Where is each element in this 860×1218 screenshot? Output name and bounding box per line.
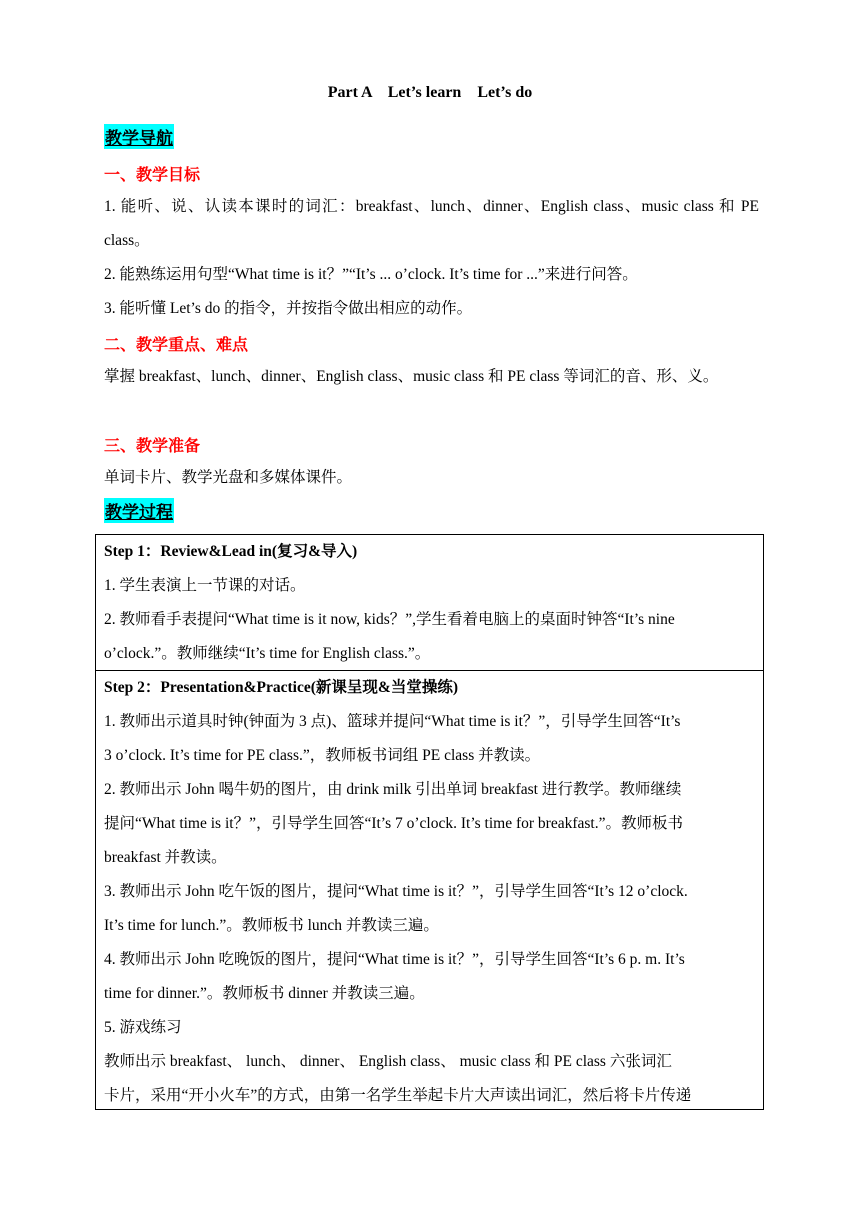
step2-line: 教师出示 breakfast、 lunch、 dinner、 English class、 music class 和 PE class 六张词汇 <box>104 1053 672 1070</box>
section-keypoints-heading: 二、教学重点、难点 <box>104 335 249 354</box>
step1-line: o’clock.”。教师继续“It’s time for English class.”。 <box>104 645 431 662</box>
nav-heading: 教学导航 <box>104 124 174 149</box>
objective-item-3: 3. 能听懂 Let’s do 的指令，并按指令做出相应的动作。 <box>104 300 473 317</box>
table-row-step1 <box>96 535 763 671</box>
step2-line: 2. 教师出示 John 喝牛奶的图片，由 drink milk 引出单词 breakfast 进行教学。教师继续 <box>104 781 682 798</box>
table-row-step2 <box>104 671 755 1113</box>
step2-line: 5. 游戏练习 <box>104 1019 182 1036</box>
objective-item-2: 2. 能熟练运用句型“What time is it？”“It’s ... o’clock. It’s time for ...”来进行问答。 <box>104 266 638 283</box>
step2-line: breakfast 并教读。 <box>104 849 227 866</box>
step2-line: 提问“What time is it？”，引导学生回答“It’s 7 o’clock. It’s time for breakfast.”。教师板书 <box>104 815 683 832</box>
keypoints-text: 掌握 breakfast、lunch、dinner、English class、music class 和 PE class 等词汇的音、形、义。 <box>104 368 719 385</box>
step2-line: 1. 教师出示道具时钟(钟面为 3 点)、篮球并提问“What time is it？”，引导学生回答“It’s <box>104 713 681 730</box>
objective-item-1: 1. 能听、说、认读本课时的词汇：breakfast、lunch、dinner、English class、music class 和 PE class。 <box>104 198 759 249</box>
step2-line: It’s time for lunch.”。教师板书 lunch 并教读三遍。 <box>104 917 439 934</box>
step2-line: 卡片，采用“开小火车”的方式，由第一名学生举起卡片大声读出词汇，然后将卡片传递 <box>104 1087 692 1104</box>
step2-line: 3. 教师出示 John 吃午饭的图片，提问“What time is it？”，引导学生回答“It’s 12 o’clock. <box>104 883 688 900</box>
step1-heading: Step 1：Review&Lead in(复习&导入) <box>104 543 358 560</box>
step1-line: 2. 教师看手表提问“What time is it now, kids？”,学生看着电脑上的桌面时钟答“It’s nine <box>104 611 675 628</box>
section-preparation-heading: 三、教学准备 <box>104 436 201 455</box>
process-heading-wrap <box>104 498 759 523</box>
process-table <box>95 534 764 1110</box>
step2-line: time for dinner.”。教师板书 dinner 并教读三遍。 <box>104 985 425 1002</box>
step2-line: 3 o’clock. It’s time for PE class.”，教师板书词组 PE class 并教读。 <box>104 747 541 764</box>
step1-line: 1. 学生表演上一节课的对话。 <box>104 577 306 594</box>
page-title: Part A Let’s learn Let’s do <box>327 84 533 101</box>
section-objectives-heading: 一、教学目标 <box>104 165 201 184</box>
nav-heading-wrap <box>104 124 759 149</box>
preparation-text: 单词卡片、教学光盘和多媒体课件。 <box>104 469 353 486</box>
step2-heading: Step 2：Presentation&Practice(新课呈现&当堂操练) <box>104 679 458 696</box>
step2-line: 4. 教师出示 John 吃晚饭的图片，提问“What time is it？”，引导学生回答“It’s 6 p. m. It’s <box>104 951 685 968</box>
process-heading: 教学过程 <box>104 498 174 523</box>
